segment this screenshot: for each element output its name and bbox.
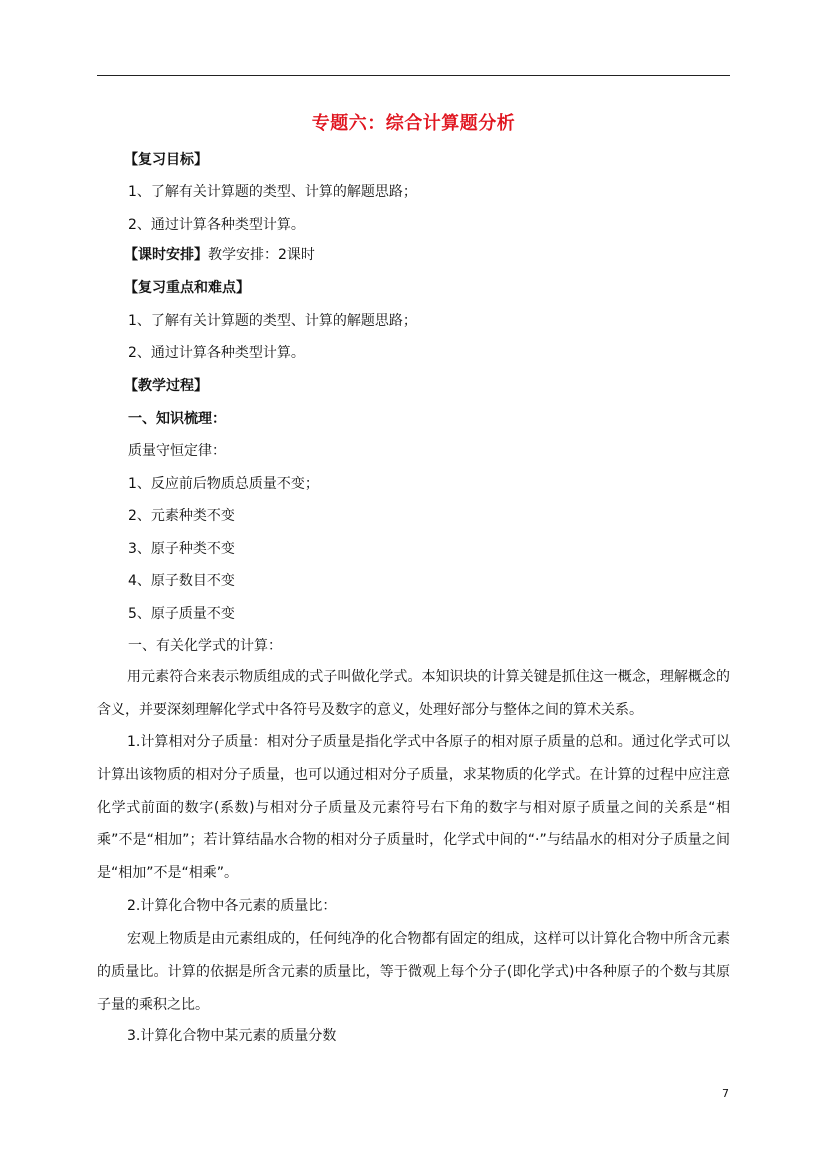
heading-review-goals: 【复习目标】 (124, 152, 208, 168)
schedule-line (124, 245, 315, 265)
key-point-2: 2、通过计算各种类型计算。 (128, 345, 305, 361)
schedule-text: 教学安排：2课时 (208, 247, 315, 263)
heading-schedule: 【课时安排】 (124, 247, 208, 263)
page-number: 7 (722, 1087, 729, 1100)
goal-item-1: 1、了解有关计算题的类型、计算的解题思路； (128, 184, 417, 200)
law-item-1: 1、反应前后物质总质量不变； (128, 476, 319, 492)
paragraph-formula-definition: 用元素符合来表示物质组成的式子叫做化学式。本知识块的计算关键是抓住这一概念，理解概念的含义，并要深刻理解化学式中各符号及数字的意义，处理好部分与整体之间的算术关系。 (97, 669, 730, 718)
law-item-5: 5、原子质量不变 (128, 606, 235, 622)
goal-item-2: 2、通过计算各种类型计算。 (128, 217, 305, 233)
heading-element-mass-fraction: 3.计算化合物中某元素的质量分数 (127, 1028, 337, 1044)
paragraph-relative-molecular-mass: 1.计算相对分子质量：相对分子质量是指化学式中各原子的相对原子质量的总和。通过化学式可以计算出该物质的相对分子质量，也可以通过相对分子质量，求某物质的化学式。在计算的过程中应注意化学式前面的数字(系数)与相对分子质量及元素符号右下角的数字与相对原子质量之间的关系是“相乘”不是“相加”；若计算结晶水合物的相对分子质量时，化学式中间的“·”与结晶水的相对分子质量之间是“相加”不是“相乘”。 (97, 734, 730, 882)
paragraph-element-mass-ratio: 宏观上物质是由元素组成的，任何纯净的化合物都有固定的组成，这样可以计算化合物中所含元素的质量比。计算的依据是所含元素的质量比，等于微观上每个分子(即化学式)中各种原子的个数与其原子量的乘积之比。 (97, 931, 730, 1013)
document-title: 专题六：综合计算题分析 (311, 113, 516, 134)
key-point-1: 1、了解有关计算题的类型、计算的解题思路； (128, 313, 417, 329)
heading-teaching-process: 【教学过程】 (124, 378, 208, 394)
law-item-4: 4、原子数目不变 (128, 573, 235, 589)
law-item-2: 2、元素种类不变 (128, 508, 235, 524)
header-rule (97, 75, 730, 76)
heading-element-mass-ratio: 2.计算化合物中各元素的质量比： (127, 898, 337, 914)
heading-key-points: 【复习重点和难点】 (124, 280, 250, 296)
section-formula-calculation: 一、有关化学式的计算： (128, 638, 282, 654)
conservation-law-label: 质量守恒定律： (128, 443, 226, 459)
law-item-3: 3、原子种类不变 (128, 541, 235, 557)
section-knowledge-review: 一、知识梳理： (128, 411, 226, 427)
